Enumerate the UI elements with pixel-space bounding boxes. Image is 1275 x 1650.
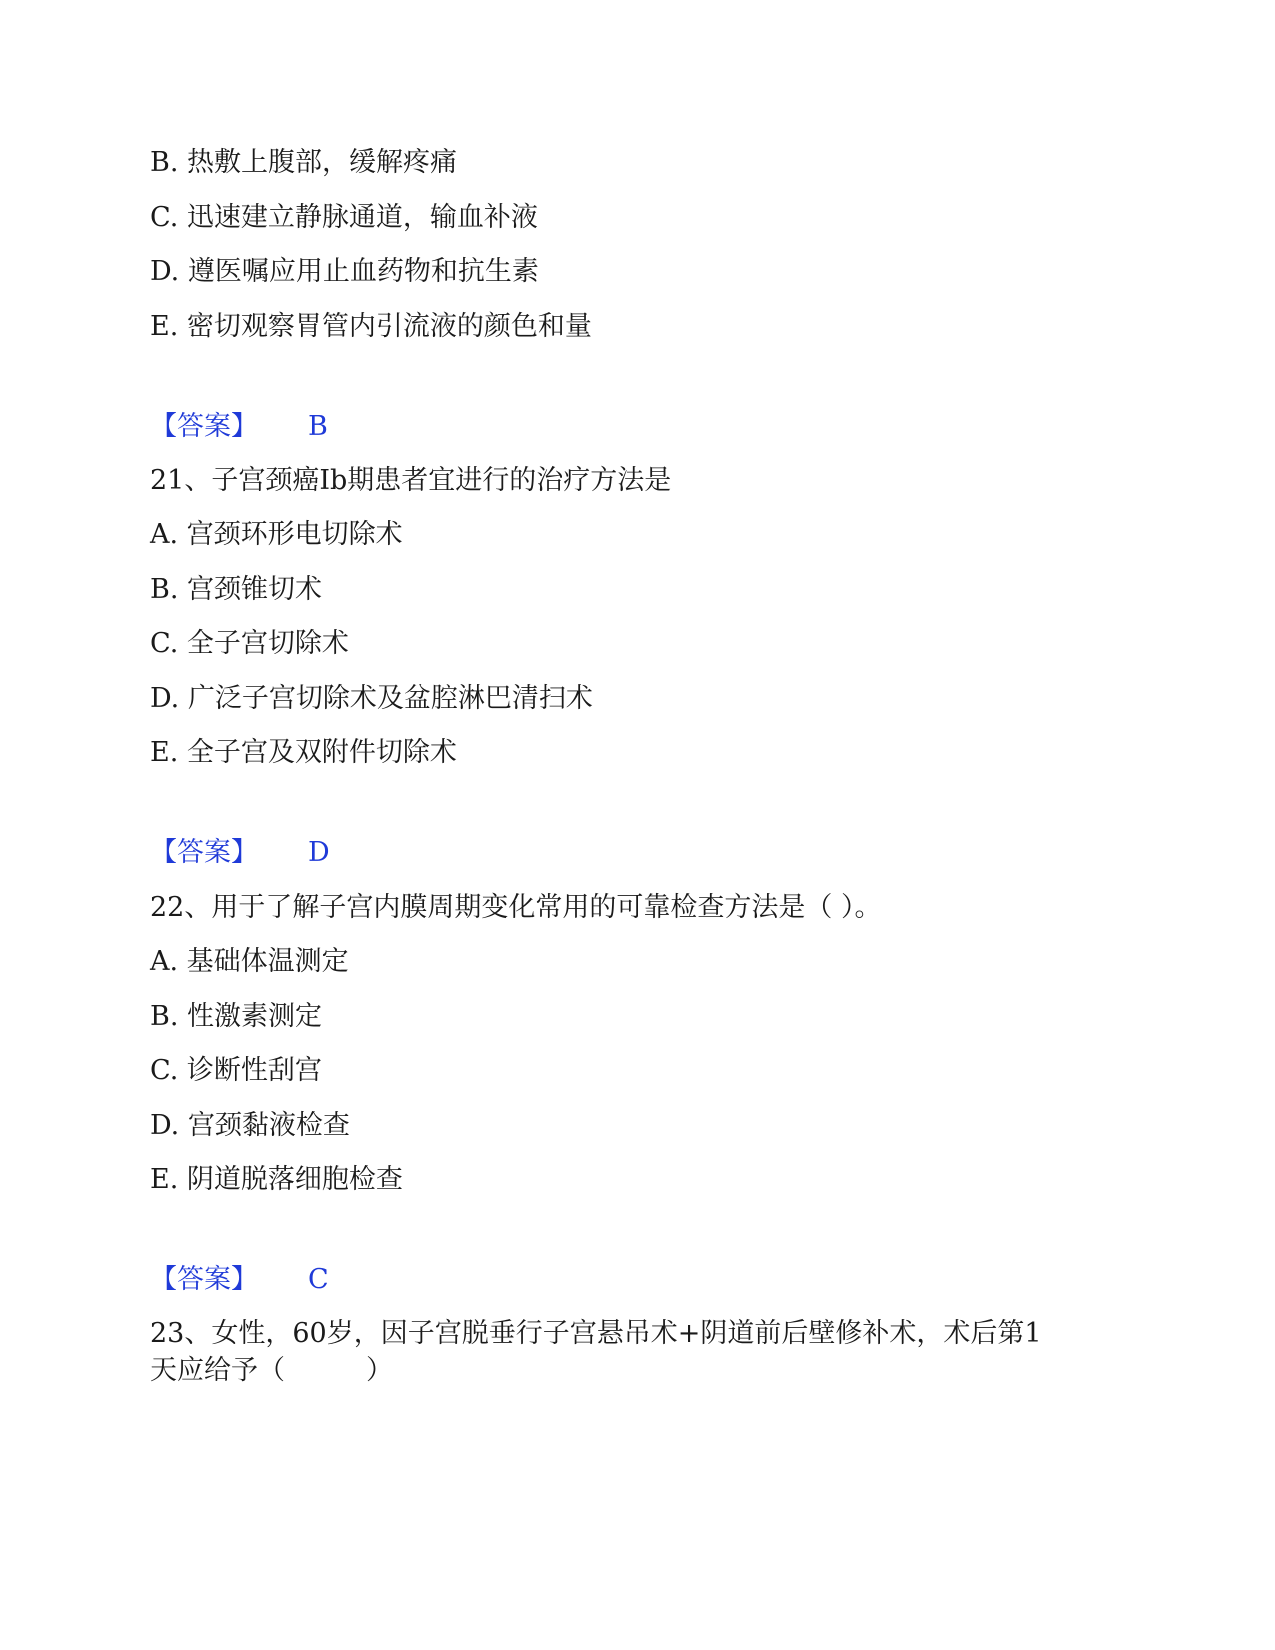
answer-label: 【答案】 xyxy=(150,1264,258,1295)
q20-answer xyxy=(150,409,328,445)
q22-answer xyxy=(150,1262,329,1298)
q22-option-c: C. 诊断性刮宫 xyxy=(150,1055,322,1086)
q21-option-a: A. 宫颈环形电切除术 xyxy=(150,519,403,550)
answer-value: C xyxy=(308,1264,329,1295)
q21-option-e: E. 全子宫及双附件切除术 xyxy=(150,737,457,768)
q23-question-line2: 天应给予（ ） xyxy=(150,1355,393,1386)
q21-question: 21、子宫颈癌Ⅰb期患者宜进行的治疗方法是 xyxy=(150,465,672,496)
q21-option-d: D. 广泛子宫切除术及盆腔淋巴清扫术 xyxy=(150,683,593,714)
q23-question-line1: 23、女性，60岁，因子宫脱垂行子宫悬吊术+阴道前后壁修补术，术后第1 xyxy=(150,1318,1042,1349)
q20-option-c: C. 迅速建立静脉通道，输血补液 xyxy=(150,202,538,233)
q20-option-b: B. 热敷上腹部，缓解疼痛 xyxy=(150,147,458,178)
q22-option-d: D. 宫颈黏液检查 xyxy=(150,1110,350,1141)
answer-label: 【答案】 xyxy=(150,837,258,868)
q22-option-a: A. 基础体温测定 xyxy=(150,946,349,977)
q22-option-e: E. 阴道脱落细胞检查 xyxy=(150,1164,403,1195)
q21-option-c: C. 全子宫切除术 xyxy=(150,628,349,659)
q20-option-d: D. 遵医嘱应用止血药物和抗生素 xyxy=(150,256,539,287)
q22-question: 22、用于了解子宫内膜周期变化常用的可靠检查方法是（ ）。 xyxy=(150,892,882,923)
q21-answer xyxy=(150,835,330,871)
q22-option-b: B. 性激素测定 xyxy=(150,1001,323,1032)
answer-value: D xyxy=(308,837,330,868)
answer-label: 【答案】 xyxy=(150,411,258,442)
answer-value: B xyxy=(308,411,328,442)
q20-option-e: E. 密切观察胃管内引流液的颜色和量 xyxy=(150,311,592,342)
q21-option-b: B. 宫颈锥切术 xyxy=(150,574,323,605)
